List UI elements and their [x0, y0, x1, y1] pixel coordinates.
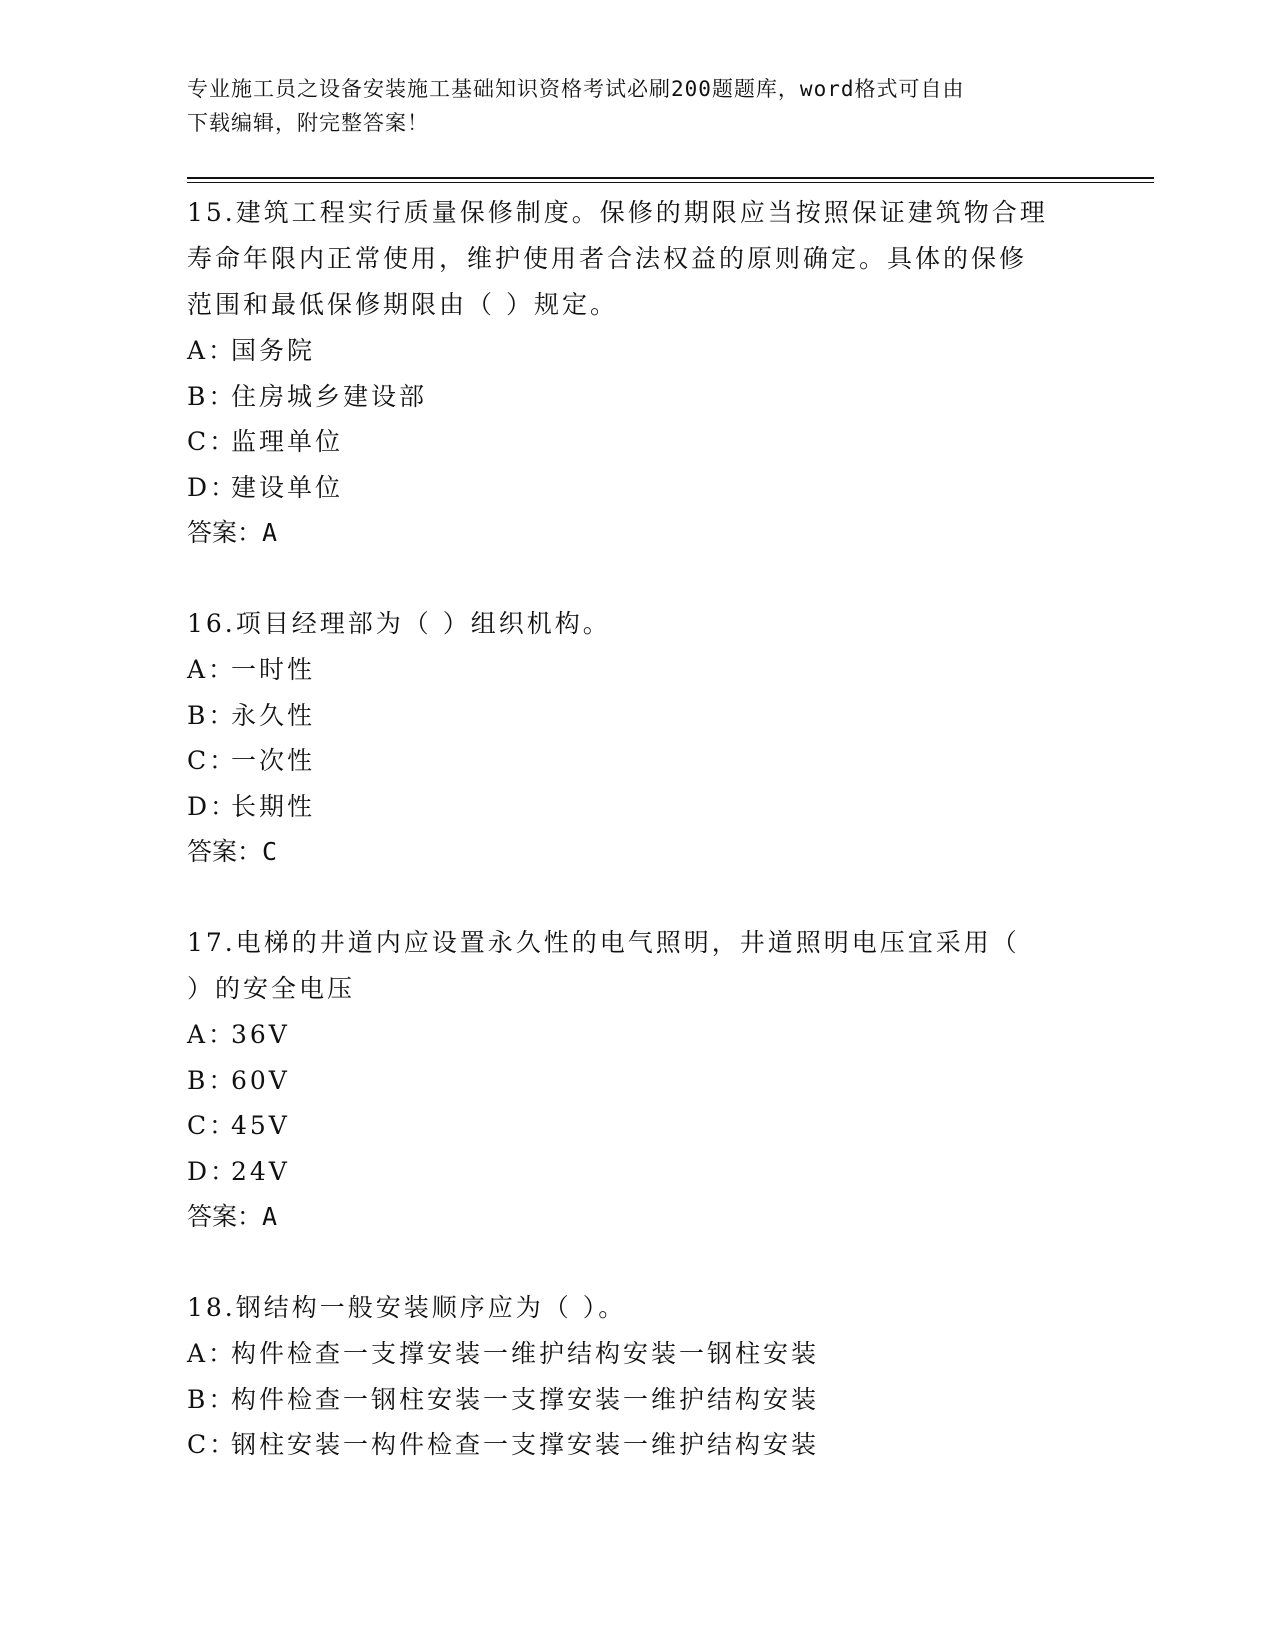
option-d	[187, 1149, 1087, 1195]
option-b	[187, 1058, 1087, 1104]
option-text: 住房城乡建设部	[231, 381, 428, 411]
option-key: D：	[187, 472, 239, 502]
option-key: C：	[187, 427, 238, 456]
header-line-2: 下载编辑，附完整答案！	[187, 111, 429, 135]
option-key: A：	[187, 655, 237, 684]
answer-label: 答案：	[187, 837, 263, 866]
answer-value: A	[262, 518, 278, 547]
option-text: 45V	[231, 1111, 290, 1140]
option-text: 国务院	[231, 336, 316, 365]
option-key: B：	[187, 381, 237, 411]
question-18	[187, 1285, 1087, 1468]
answer-line	[187, 1194, 1087, 1240]
option-text: 一次性	[231, 746, 316, 775]
option-text: 构件检查一钢柱安装一支撑安装一维护结构安装	[231, 1384, 820, 1414]
option-text: 永久性	[231, 700, 316, 730]
question-16	[187, 601, 1087, 875]
option-key: C：	[187, 1430, 238, 1459]
question-stem-line: 寿命年限内正常使用，维护使用者合法权益的原则确定。具体的保修	[187, 244, 1028, 273]
answer-line	[187, 829, 1087, 875]
option-text: 长期性	[231, 791, 316, 821]
option-a	[187, 328, 1087, 374]
option-c	[187, 1422, 1087, 1468]
option-text: 60V	[231, 1065, 290, 1095]
answer-line	[187, 510, 1087, 556]
answer-value: C	[262, 837, 278, 866]
option-text: 24V	[231, 1156, 290, 1186]
answer-value: A	[262, 1202, 278, 1231]
option-key: A：	[187, 1339, 237, 1368]
option-b	[187, 693, 1087, 739]
option-b	[187, 1377, 1087, 1423]
question-stem-line: 18.钢结构一般安装顺序应为（ ）。	[187, 1293, 627, 1322]
option-key: D：	[187, 791, 239, 821]
option-text: 36V	[231, 1020, 290, 1049]
option-key: C：	[187, 1111, 238, 1140]
option-a	[187, 1331, 1087, 1377]
header-line-1: 专业施工员之设备安装施工基础知识资格考试必刷200题题库，word格式可自由	[187, 77, 965, 101]
option-key: D：	[187, 1156, 239, 1186]
option-key: B：	[187, 1065, 237, 1095]
option-text: 钢柱安装一构件检查一支撑安装一维护结构安装	[231, 1430, 820, 1459]
question-stem-line: 17.电梯的井道内应设置永久性的电气照明，井道照明电压宜采用（	[187, 928, 1020, 957]
option-c	[187, 419, 1087, 465]
option-key: B：	[187, 1384, 237, 1414]
document-header	[187, 72, 1087, 140]
question-17	[187, 920, 1087, 1240]
option-text: 建设单位	[231, 472, 344, 502]
option-key: B：	[187, 700, 237, 730]
option-text: 构件检查一支撑安装一维护结构安装一钢柱安装	[231, 1339, 820, 1368]
option-c	[187, 738, 1087, 784]
header-divider-thin	[187, 182, 1154, 183]
header-divider-thick	[187, 177, 1154, 179]
answer-label: 答案：	[187, 518, 263, 547]
question-list	[187, 190, 1087, 1513]
option-d	[187, 784, 1087, 830]
question-stem-line: 15.建筑工程实行质量保修制度。保修的期限应当按照保证建筑物合理	[187, 198, 1048, 227]
option-b	[187, 374, 1087, 420]
option-d	[187, 465, 1087, 511]
question-stem-line: 16.项目经理部为（ ）组织机构。	[187, 609, 611, 638]
answer-label: 答案：	[187, 1202, 263, 1231]
option-key: C：	[187, 746, 238, 775]
option-a	[187, 1012, 1087, 1058]
option-key: A：	[187, 1020, 237, 1049]
option-key: A：	[187, 336, 237, 365]
question-stem-line: 范围和最低保修期限由（ ）规定。	[187, 290, 618, 319]
question-stem-line: ）的安全电压	[187, 974, 356, 1003]
option-c	[187, 1103, 1087, 1149]
option-text: 监理单位	[231, 427, 344, 456]
option-text: 一时性	[231, 655, 316, 684]
option-a	[187, 647, 1087, 693]
question-15	[187, 190, 1087, 556]
